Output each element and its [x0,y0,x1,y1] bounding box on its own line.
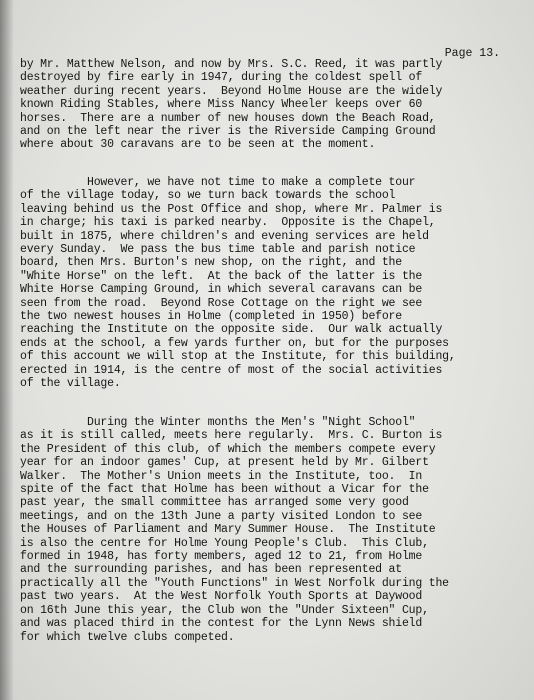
text-line: every Sunday. We pass the bus time table and parish notice [20,243,416,257]
text-line: formed in 1948, has forty members, aged 12 to 21, from Holme [20,550,423,564]
text-line: destroyed by fire early in 1947, during the coldest spell of [20,71,423,85]
text-line: and on the left near the river is the Riverside Camping Ground [20,125,436,139]
text-line: "White Horse" on the left. At the back of the latter is the [20,269,423,283]
text-line: practically all the "Youth Functions" in West Norfolk during the [20,576,449,590]
text-line: the two newest houses in Holme (completed in 1950) before [20,310,402,324]
text-line: the Houses of Parliament and Mary Summer House. The Institute [20,523,436,537]
page-number: Page 13. [444,47,500,60]
text-line: spite of the fact that Holme has been without a Vicar for the [20,483,429,497]
text-line: erected in 1914, is the centre of most of the social activities [20,363,443,377]
paragraph-1 [20,58,442,152]
text-line: reaching the Institute on the opposite side. Our walk actually [20,323,443,337]
text-line: During the Winter months the Men's "Night School" [20,416,416,429]
text-line: on 16th June this year, the Club won the "Under Sixteen" Cup, [20,603,429,617]
text-line: seen from the road. Beyond Rose Cottage on the right we see [20,296,423,310]
text-line: of the village. [20,377,121,391]
text-line: as it is still called, meets here regularly. Mrs. C. Burton is [20,429,443,443]
page-edge-shadow [0,0,14,700]
text-line: However, we have not time to make a complete tour [20,176,416,189]
text-line: by Mr. Matthew Nelson, and now by Mrs. S.C. Reed, it was partly [20,58,443,71]
text-line: White Horse Camping Ground, in which several caravans can be [20,283,423,297]
text-line: is also the centre for Holme Young People's Club. This Club, [20,536,429,550]
text-line: built in 1875, where children's and evening services are held [20,229,429,243]
text-line: the President of this club, of which the members compete every [20,442,436,456]
text-line: for which twelve clubs competed. [20,630,235,644]
text-line: Walker. The Mother's Union meets in the Institute, too. In [20,469,423,483]
text-line: of the village today, so we turn back towards the school [20,189,396,203]
text-line: board, then Mrs. Burton's new shop, on the right, and the [20,256,402,270]
text-line: horses. There are a number of new houses down the Beach Road, [20,111,436,125]
paragraph-2 [20,176,456,391]
text-line: past two years. At the West Norfolk Youth Sports at Daywood [20,590,423,604]
text-line: and the surrounding parishes, and has been represented at [20,563,402,577]
text-line: of this account we will stop at the Institute, for this building, [20,350,456,364]
text-line: weather during recent years. Beyond Holme House are the widely [20,84,443,98]
text-line: ends at the school, a few yards further on, but for the purposes [20,336,449,350]
text-line: where about 30 caravans are to be seen at the moment. [20,138,376,152]
text-line: in charge; his taxi is parked nearby. Opposite is the Chapel, [20,216,436,230]
text-line: leaving behind us the Post Office and shop, where Mr. Palmer is [20,202,443,216]
text-line: year for an indoor games' Cup, at present held by Mr. Gilbert [20,456,429,470]
text-line: and was placed third in the contest for the Lynn News shield [20,617,423,631]
paragraph-3 [20,416,449,644]
text-line: past year, the small committee has arranged some very good [20,496,409,510]
text-line: meetings, and on the 13th June a party visited London to see [20,509,423,523]
text-line: known Riding Stables, where Miss Nancy Wheeler keeps over 60 [20,98,423,112]
